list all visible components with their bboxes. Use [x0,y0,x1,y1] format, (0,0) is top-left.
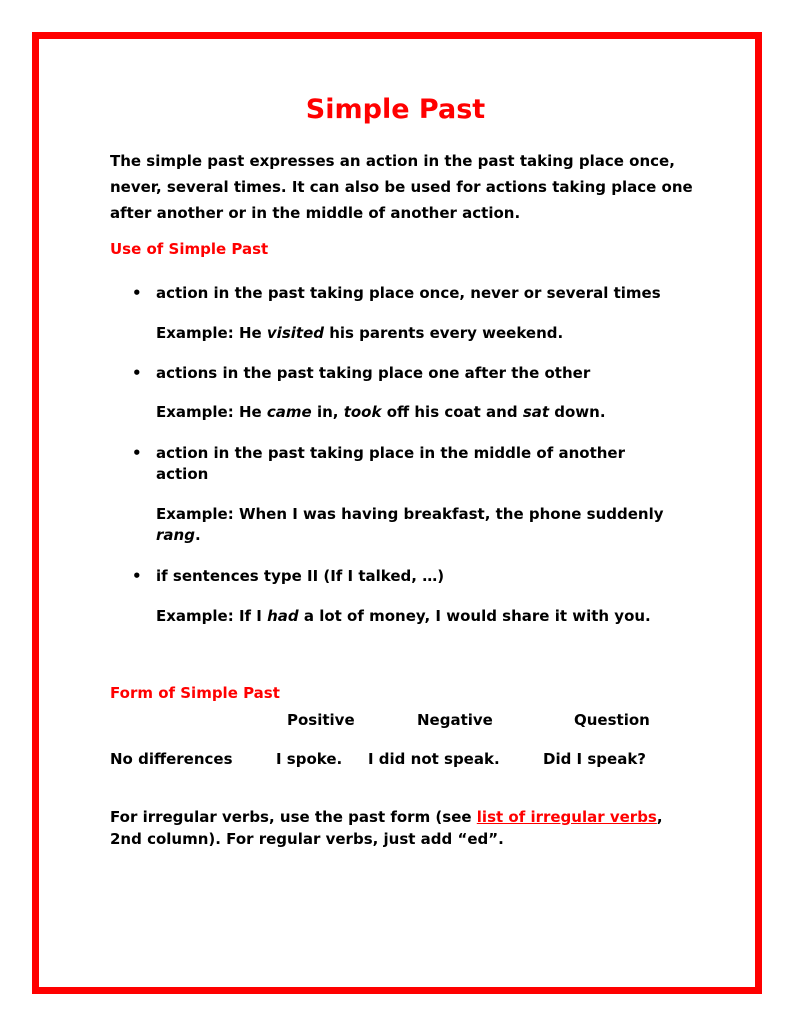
verb-highlight: came [266,403,312,421]
use-item-2: actions in the past taking place one after the other [156,364,591,382]
use-item-4: if sentences type II (If I talked, …) [156,567,445,585]
verb-highlight: rang [156,526,195,544]
bullet-icon: • [132,567,142,585]
use-heading: Use of Simple Past [110,240,269,258]
table-header-negative: Negative [417,711,493,729]
bullet-icon: • [132,284,142,302]
irregular-verbs-link[interactable]: list of irregular verbs [476,808,657,826]
table-header-question: Question [574,711,650,729]
intro-paragraph: The simple past expresses an action in the past taking place once, never, several times. It can also be used for actions taking place one after another or in the middle of another action. [110,152,693,222]
table-cell-negative: I did not speak. [368,750,500,768]
verb-highlight: took [343,403,382,421]
table-cell-positive: I spoke. [276,750,343,768]
footer-paragraph: For irregular verbs, use the past form (see list of irregular verbs, 2nd column). For regular verbs, just add “ed”. [110,808,663,848]
verb-highlight: visited [266,324,324,342]
table-row-label: No differences [110,750,233,768]
verb-highlight: had [267,607,299,625]
bullet-icon: • [132,444,142,462]
use-item-3: action in the past taking place in the middle of another action [156,444,625,483]
use-example-4: Example: If I had a lot of money, I would share it with you. [156,607,651,625]
use-example-2: Example: He came in, took off his coat and sat down. [156,403,606,421]
bullet-icon: • [132,364,142,382]
use-example-3: Example: When I was having breakfast, the phone suddenly rang. [156,505,664,544]
use-example-1: Example: He visited his parents every weekend. [156,324,564,342]
table-cell-question: Did I speak? [543,750,646,768]
verb-highlight: sat [522,403,550,421]
use-item-1: action in the past taking place once, never or several times [156,284,661,302]
form-heading: Form of Simple Past [110,684,280,702]
page-title: Simple Past [305,94,486,125]
table-header-positive: Positive [287,711,355,729]
